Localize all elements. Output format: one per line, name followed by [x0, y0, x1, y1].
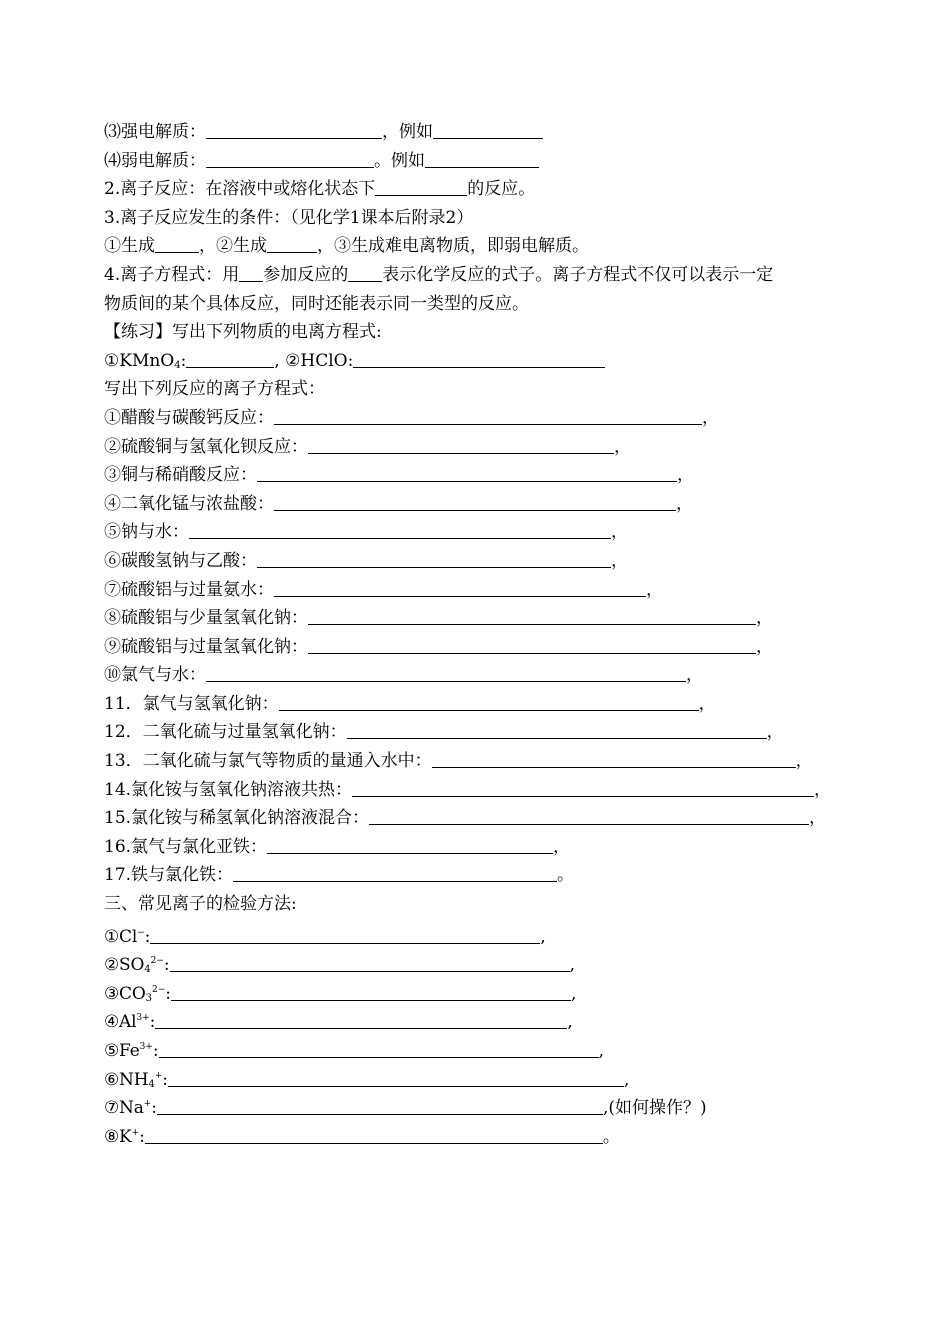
ion-label: ①Cl: [104, 926, 138, 947]
ionic-equation-blank-2[interactable]: [348, 261, 382, 282]
kmno4-colon: :: [180, 350, 187, 371]
ion-test-list: [104, 919, 850, 1148]
reaction-blank[interactable]: [257, 547, 611, 568]
ions-title: [104, 890, 850, 919]
reaction-end: ，: [756, 636, 773, 657]
reaction-label: 11．氯气与氢氧化钠：: [104, 693, 279, 714]
ion-test-blank[interactable]: [159, 1037, 599, 1058]
ion-end: ,: [540, 926, 546, 947]
ion-test-blank[interactable]: [155, 1008, 567, 1029]
reaction-item: [104, 490, 850, 519]
reaction-label: 15.氯化铵与稀氢氧化钠溶液混合：: [104, 808, 370, 829]
strong-example-blank[interactable]: [433, 118, 543, 139]
ionic-equation-part-3: 表示化学反应的式子。离子方程式不仅可以表示一定: [382, 264, 774, 285]
ion-charge: +: [154, 1070, 163, 1081]
reaction-label: ①醋酸与碳酸钙反应：: [104, 407, 274, 428]
ion-test-blank[interactable]: [150, 923, 540, 944]
ionic-equation-blank-1[interactable]: [239, 261, 263, 282]
reaction-end: ，: [795, 751, 813, 772]
reaction-item: [104, 518, 850, 547]
ion-end: ,: [567, 1012, 573, 1033]
condition-1-blank[interactable]: [155, 232, 199, 253]
ion-test-item: [104, 1062, 850, 1091]
ion-colon: :: [151, 1098, 157, 1119]
ion-test-item: [104, 919, 850, 948]
reaction-label: 16.氯气与氯化亚铁：: [104, 836, 268, 857]
reaction-item: [104, 747, 850, 776]
ion-label: ④Al: [104, 1012, 137, 1033]
reaction-end: ，: [809, 808, 827, 829]
ionic-reaction-line: [104, 175, 850, 204]
reaction-end: ，: [553, 836, 571, 857]
ion-test-item: [104, 1004, 850, 1033]
ionic-reaction-suffix: 的反应。: [467, 179, 536, 200]
reaction-end: ，: [814, 779, 832, 800]
reaction-item: [104, 661, 850, 690]
reaction-label: ④二氧化锰与浓盐酸：: [104, 493, 274, 514]
ion-subscript: 4: [144, 964, 151, 976]
reaction-label: 14.氯化铵与氢氧化钠溶液共热：: [104, 779, 353, 800]
reaction-label: 12．二氧化硫与过量氢氧化钠：: [104, 722, 347, 743]
reaction-label: ⑨硫酸铝与过量氢氧化钠：: [104, 636, 308, 657]
ion-charge: 3+: [139, 1042, 153, 1052]
reaction-blank[interactable]: [352, 776, 814, 797]
reaction-end: ，: [702, 407, 719, 428]
hclo-label: , ②HClO:: [274, 350, 354, 371]
reaction-label: 13．二氧化硫与氯气等物质的量通入水中：: [104, 751, 432, 772]
reaction-item: [104, 433, 850, 462]
reaction-item: [104, 404, 850, 433]
reaction-item: [104, 461, 850, 490]
reaction-blank[interactable]: [347, 718, 767, 739]
condition-2-blank[interactable]: [267, 232, 317, 253]
kmno4-label: ①KMnO: [104, 350, 175, 371]
ionization-line: [104, 347, 850, 376]
ionic-equation-part-2: 参加反应的: [263, 264, 349, 285]
strong-electrolyte-blank[interactable]: [206, 118, 382, 139]
ion-end: ,: [598, 1041, 604, 1061]
ion-subscript: 4: [148, 1078, 155, 1090]
ion-charge: +: [131, 1127, 140, 1138]
ion-test-item: [104, 947, 850, 976]
reaction-label: ⑤钠与水：: [104, 522, 189, 543]
reaction-blank[interactable]: [257, 461, 677, 482]
ion-colon: :: [162, 1069, 168, 1090]
ions-title-text: 三、常见离子的检验方法:: [104, 894, 297, 915]
reaction-blank[interactable]: [432, 747, 796, 768]
weak-electrolyte-label: ⑷弱电解质：: [104, 150, 206, 171]
ion-test-blank[interactable]: [157, 1094, 603, 1115]
reaction-end: ，: [698, 693, 716, 714]
reaction-blank[interactable]: [189, 518, 611, 539]
kmno4-subscript: 4: [174, 359, 181, 371]
ion-test-blank[interactable]: [170, 951, 570, 972]
ion-end: ,: [570, 983, 577, 1004]
reaction-end: ，: [686, 665, 703, 686]
reactions-title-text: 写出下列反应的离子方程式：: [104, 379, 325, 400]
reaction-item: [104, 804, 850, 833]
condition-2-label: ，②生成: [199, 236, 267, 257]
reaction-blank[interactable]: [206, 661, 686, 682]
weak-example-blank[interactable]: [425, 147, 539, 168]
reaction-label: ②硫酸铜与氢氧化钡反应：: [104, 436, 308, 457]
ion-charge: 2−: [150, 956, 164, 967]
ion-end: 。: [602, 1126, 620, 1147]
reaction-blank[interactable]: [308, 633, 756, 654]
worksheet-page: [104, 118, 850, 1147]
hclo-blank[interactable]: [353, 347, 605, 368]
strong-electrolyte-label: ⑶强电解质：: [104, 122, 206, 142]
reaction-blank[interactable]: [308, 604, 756, 625]
ion-charge: 3+: [136, 1013, 150, 1024]
ionic-equation-line-1: [104, 261, 850, 290]
reaction-end: ，: [611, 522, 628, 543]
reaction-end: ，: [676, 493, 693, 514]
ion-test-item: [104, 1033, 850, 1062]
kmno4-blank[interactable]: [186, 347, 274, 368]
reaction-end: ，: [611, 550, 628, 571]
condition-3-label: ，③生成难电离物质，即弱电解质。: [317, 236, 589, 257]
reaction-blank[interactable]: [274, 404, 702, 425]
ion-test-item: [104, 976, 850, 1005]
ion-colon: :: [163, 955, 170, 976]
ion-colon: :: [144, 926, 151, 947]
reaction-item: [104, 776, 850, 805]
ion-colon: :: [149, 1012, 156, 1033]
ion-label: ⑤Fe: [104, 1041, 140, 1061]
example-label: ，例如: [382, 122, 433, 142]
ion-colon: :: [165, 983, 171, 1004]
reaction-item: [104, 861, 850, 890]
conditions-title-text: 3.离子反应发生的条件：（见化学1课本后附录2）: [104, 207, 474, 228]
condition-1-label: ①生成: [104, 236, 155, 257]
reaction-blank[interactable]: [274, 576, 646, 597]
ion-label: ③CO: [104, 983, 146, 1004]
conditions-line: [104, 232, 850, 261]
ion-label: ⑥NH: [104, 1069, 149, 1090]
weak-electrolyte-blank[interactable]: [206, 147, 374, 168]
reactions-title: [104, 375, 850, 404]
ion-charge: +: [143, 1099, 152, 1110]
reaction-item: [104, 718, 850, 747]
reaction-blank[interactable]: [369, 804, 809, 825]
practice-title: [104, 318, 850, 347]
ion-test-blank[interactable]: [145, 1123, 603, 1144]
reaction-label: ⑩氯气与水：: [104, 665, 206, 686]
ionic-reaction-prefix: 2.离子反应：在溶液中或熔化状态下: [104, 179, 376, 200]
reaction-blank[interactable]: [267, 833, 553, 854]
ionic-reaction-blank[interactable]: [375, 175, 467, 196]
reaction-item: [104, 576, 850, 605]
example-label: 。例如: [374, 150, 425, 171]
reaction-item: [104, 633, 850, 662]
ionic-equation-line-2-text: 物质间的某个具体反应，同时还能表示同一类型的反应。: [104, 293, 529, 314]
reaction-blank[interactable]: [279, 690, 699, 711]
strong-electrolyte-line: [104, 118, 850, 147]
reaction-blank[interactable]: [308, 433, 614, 454]
reaction-label: ③铜与稀硝酸反应：: [104, 465, 257, 486]
reaction-item: [104, 547, 850, 576]
reaction-blank[interactable]: [274, 490, 676, 511]
ion-test-item: [104, 1090, 850, 1119]
ion-end: ,(如何操作？): [602, 1098, 707, 1119]
ion-colon: :: [139, 1126, 145, 1147]
ion-label: ⑧K: [104, 1126, 132, 1147]
reaction-label: ⑦硫酸铝与过量氨水：: [104, 579, 274, 600]
reaction-label: ⑥碳酸氢钠与乙酸：: [104, 550, 257, 571]
ion-subscript: 3: [145, 992, 152, 1004]
ion-charge: 2−: [151, 984, 166, 995]
reaction-end: ，: [756, 608, 773, 629]
reaction-label: ⑧硫酸铝与少量氢氧化钠：: [104, 608, 308, 629]
weak-electrolyte-line: [104, 147, 850, 176]
reaction-end: ，: [766, 722, 784, 743]
reaction-item: [104, 604, 850, 633]
ion-colon: :: [152, 1041, 159, 1061]
reaction-item: [104, 833, 850, 862]
reaction-end: ，: [614, 436, 631, 457]
reaction-end: 。: [557, 865, 575, 886]
ion-test-blank[interactable]: [168, 1066, 624, 1087]
reaction-end: ，: [677, 465, 694, 486]
ion-test-blank[interactable]: [171, 980, 571, 1001]
conditions-title: [104, 204, 850, 233]
reaction-list: [104, 404, 850, 890]
ionic-equation-line-2: [104, 290, 850, 319]
practice-title-text: 【练习】写出下列物质的电离方程式:: [104, 322, 382, 343]
reaction-end: ，: [646, 579, 663, 600]
ion-label: ②SO: [104, 955, 145, 976]
ion-test-item: [104, 1119, 850, 1148]
ion-charge: −: [137, 927, 145, 938]
reaction-label: 17.铁与氯化铁：: [104, 865, 234, 886]
reaction-item: [104, 690, 850, 719]
ion-label: ⑦Na: [104, 1098, 144, 1119]
reaction-blank[interactable]: [233, 861, 557, 882]
ionic-equation-part-1: 4.离子方程式：用: [104, 264, 240, 285]
ion-end: ,: [569, 955, 576, 976]
ion-end: ,: [624, 1069, 630, 1090]
